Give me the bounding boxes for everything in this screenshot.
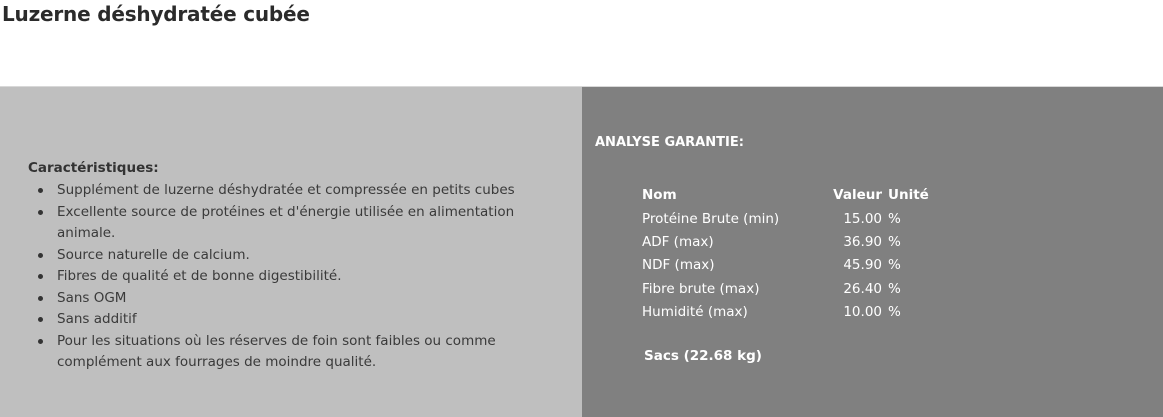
table-header-row — [642, 183, 948, 207]
analysis-title: ANALYSE GARANTIE: — [595, 135, 744, 150]
row-value: 36.90 — [843, 234, 882, 251]
row-name: Fibre brute (max) — [642, 280, 760, 297]
product-panels — [0, 86, 1163, 417]
list-item: Sans OGM — [36, 288, 556, 310]
table-row — [642, 277, 948, 300]
characteristics-list — [36, 180, 556, 374]
characteristics-heading: Caractéristiques: — [28, 160, 159, 176]
column-header-unit: Unité — [888, 187, 929, 203]
row-value: 26.40 — [843, 280, 882, 297]
row-name: NDF (max) — [642, 257, 715, 274]
row-unit: % — [888, 280, 901, 297]
list-item: Supplément de luzerne déshydratée et compressée en petits cubes — [36, 180, 556, 202]
column-header-value: Valeur — [833, 187, 882, 203]
list-item: Source naturelle de calcium. — [36, 245, 556, 267]
row-name: Protéine Brute (min) — [642, 210, 780, 227]
row-unit: % — [888, 234, 901, 251]
table-row — [642, 301, 948, 324]
characteristics-panel — [0, 87, 582, 417]
row-value: 10.00 — [843, 304, 882, 321]
row-unit: % — [888, 304, 901, 321]
row-value: 15.00 — [843, 210, 882, 227]
list-item: Sans additif — [36, 309, 556, 331]
list-item: Fibres de qualité et de bonne digestibilité. — [36, 266, 556, 288]
row-unit: % — [888, 257, 901, 274]
table-row — [642, 207, 948, 230]
row-unit: % — [888, 210, 901, 227]
list-item: Excellente source de protéines et d'énergie utilisée en alimentation animale. — [36, 202, 556, 245]
packaging-info: Sacs (22.68 kg) — [644, 348, 762, 364]
row-value: 45.90 — [843, 257, 882, 274]
page-title: Luzerne déshydratée cubée — [2, 2, 310, 26]
row-name: Humidité (max) — [642, 304, 748, 321]
analysis-table — [642, 183, 948, 324]
table-row — [642, 230, 948, 253]
list-item: Pour les situations où les réserves de foin sont faibles ou comme complément aux fourrages de moindre qualité. — [36, 331, 556, 374]
row-name: ADF (max) — [642, 234, 714, 251]
column-header-name: Nom — [642, 187, 677, 203]
analysis-panel — [582, 87, 1163, 417]
table-row — [642, 254, 948, 277]
